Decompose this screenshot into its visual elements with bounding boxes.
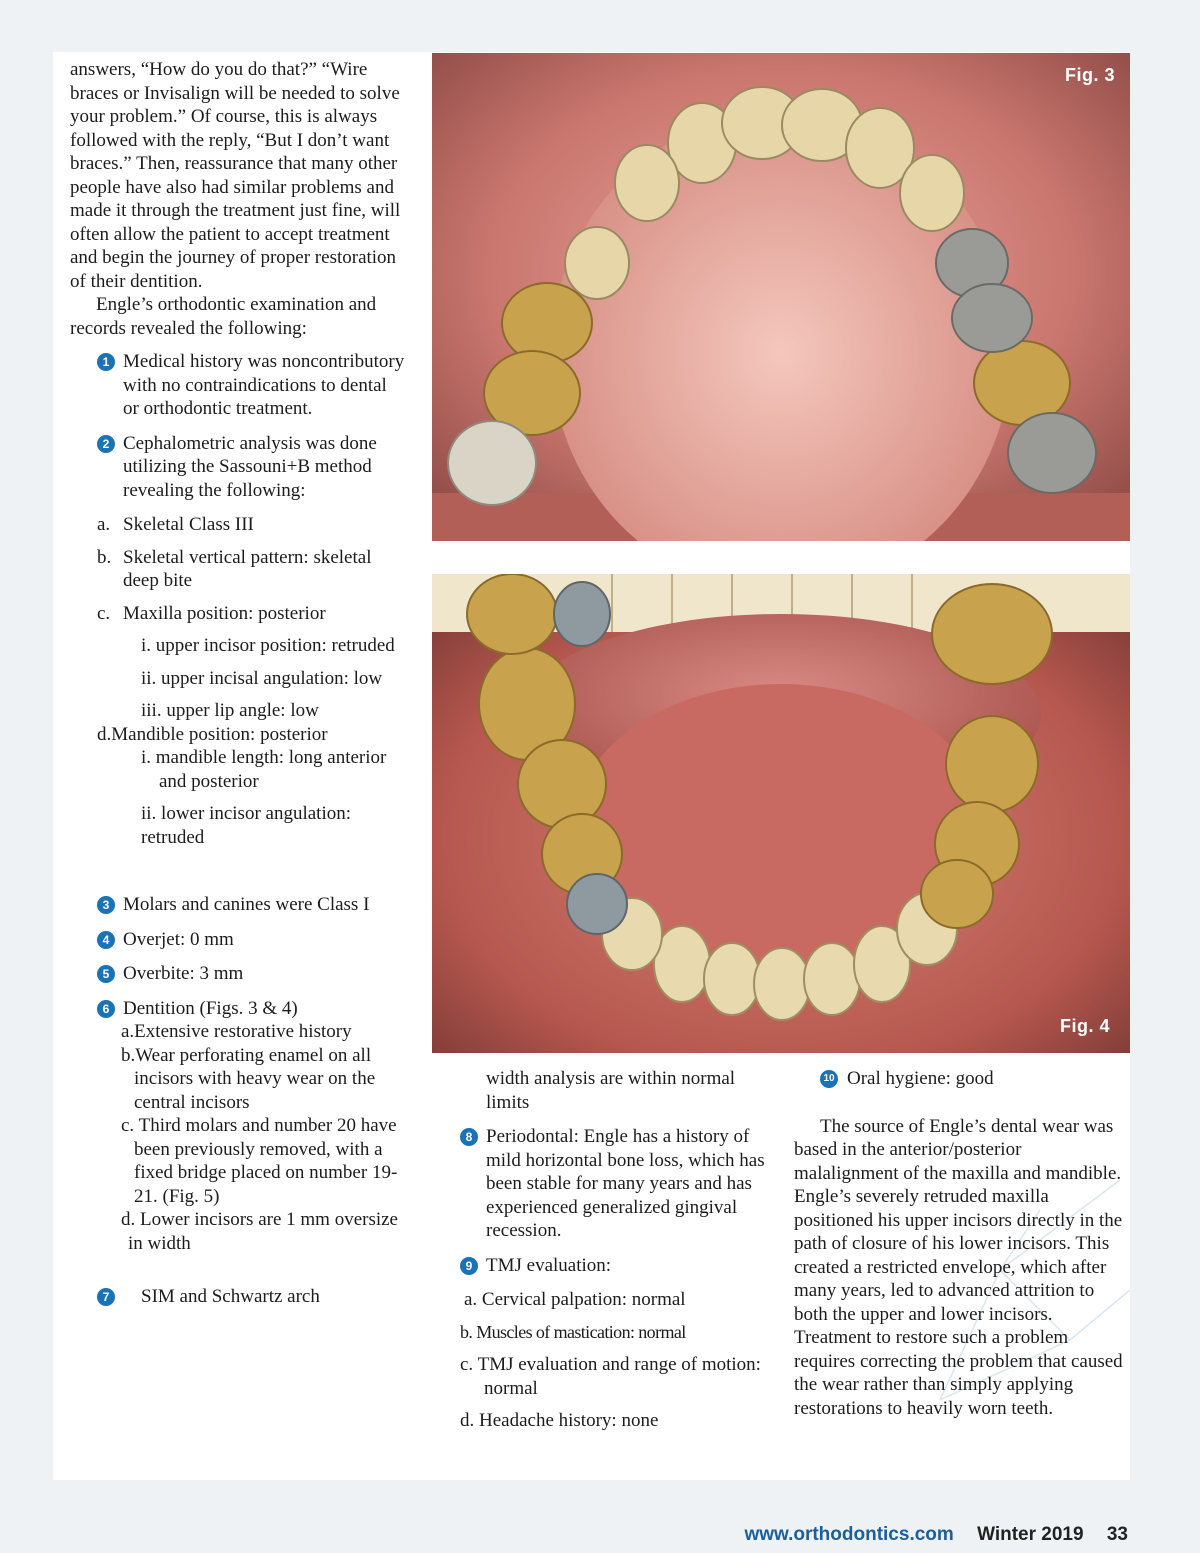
sub-sub-item: ii. upper incisal angulation: low xyxy=(141,667,383,689)
sub-sub-item: i. upper incisor position: retruded xyxy=(141,635,395,656)
list-item: 6 Dentition (Figs. 3 & 4) xyxy=(70,997,405,1021)
list-item: 8 Periodontal: Engle has a history of mild horizontal bone loss, which has been stable for many years and has experienced generalized gingival recession. xyxy=(460,1125,770,1243)
list-item: 1 Medical history was noncontributory with no contraindications to dental or orthodontic treatment. xyxy=(70,350,405,421)
text-column-right xyxy=(794,1067,1129,1420)
sub-item: d.Mandible position: posterior xyxy=(97,723,328,745)
number-badge: 6 xyxy=(97,1000,115,1018)
body-paragraph: The source of Engle’s dental wear was based in the anterior/posterior malalignment of the maxilla and mandible. Engle’s severely retruded maxilla positioned his upper incisors directly in the path of closure of his lower incisors. This created a restricted envelope, which after many years, led to advanced attrition to both the upper and lower incisors. Treatment to restore such a problem requires correcting the problem that caused the wear rather than simply applying restorations to heavily worn teeth. xyxy=(794,1115,1123,1419)
figure-4-label: Fig. 4 xyxy=(1059,1016,1110,1036)
number-badge: 4 xyxy=(97,931,115,949)
page-footer xyxy=(744,1524,1128,1552)
number-badge: 5 xyxy=(97,965,115,983)
sub-item: b. Muscles of mastication: normal xyxy=(460,1321,686,1342)
sub-item: a. Cervical palpation: normal xyxy=(464,1289,686,1310)
number-badge: 9 xyxy=(460,1257,478,1275)
sub-sub-item: ii. lower incisor angulation: retruded xyxy=(141,803,352,848)
intro-paragraph: answers, “How do you do that?” “Wire braces or Invisalign will be needed to solve your problem.” Of course, this is always followed with the reply, “But I don’t want braces.” Then, reassurance that many other people have also had similar problems and made it through the treatment just fine, will often allow the patient to accept treatment and begin the journey of proper restoration of their dentition. xyxy=(70,59,401,292)
sub-item: a. Skeletal Class III xyxy=(97,514,254,535)
list-item: 10 Oral hygiene: good xyxy=(794,1067,1129,1091)
list-item: 7 SIM and Schwartz arch xyxy=(70,1285,405,1309)
sub-item: c. Maxilla position: posterior xyxy=(97,602,326,624)
text-column-left xyxy=(70,58,405,1320)
number-badge: 8 xyxy=(460,1128,478,1146)
website-link[interactable]: www.orthodontics.com xyxy=(744,1524,954,1545)
number-badge: 7 xyxy=(97,1288,115,1306)
number-badge: 3 xyxy=(97,896,115,914)
sub-item: c. TMJ evaluation and range of motion: normal xyxy=(460,1354,761,1399)
sub-item: c. Third molars and number 20 have been previously removed, with a fixed bridge placed on number 19-21. (Fig. 5) xyxy=(121,1115,398,1207)
sub-item: d. Headache history: none xyxy=(460,1410,659,1431)
number-badge: 10 xyxy=(820,1070,838,1088)
issue-label: Winter 2019 xyxy=(977,1524,1084,1545)
list-item: 2 Cephalometric analysis was done utilizing the Sassouni+B method revealing the following: xyxy=(70,432,405,503)
list-item: 9 TMJ evaluation: xyxy=(460,1254,770,1278)
upper-arch-photo xyxy=(432,53,1130,541)
figure-3-photo xyxy=(432,53,1130,541)
list-item: 5 Overbite: 3 mm xyxy=(70,962,405,986)
list-item: 3 Molars and canines were Class I xyxy=(70,893,405,917)
figure-4-photo xyxy=(432,574,1130,1053)
page-number: 33 xyxy=(1106,1524,1128,1545)
sub-item: a.Extensive restorative history xyxy=(121,1021,352,1042)
sub-item: b. Skeletal vertical pattern: skeletal deep bite xyxy=(97,546,372,591)
sub-item: d. Lower incisors are 1 mm oversize in width xyxy=(121,1209,398,1254)
sub-item: b.Wear perforating enamel on all incisors with heavy wear on the central incisors xyxy=(121,1044,376,1113)
number-badge: 2 xyxy=(97,435,115,453)
continued-text: width analysis are within normal limits xyxy=(486,1068,736,1113)
lower-arch-photo xyxy=(432,574,1130,1053)
sub-sub-item: iii. upper lip angle: low xyxy=(141,700,319,721)
list-item: 4 Overjet: 0 mm xyxy=(70,928,405,952)
number-badge: 1 xyxy=(97,353,115,371)
figure-3-label: Fig. 3 xyxy=(1064,65,1115,85)
text-column-middle xyxy=(460,1067,770,1433)
sub-sub-item: i. mandible length: long anterior and posterior xyxy=(141,747,387,792)
exam-lead-paragraph: Engle’s orthodontic examination and records revealed the following: xyxy=(70,294,377,339)
